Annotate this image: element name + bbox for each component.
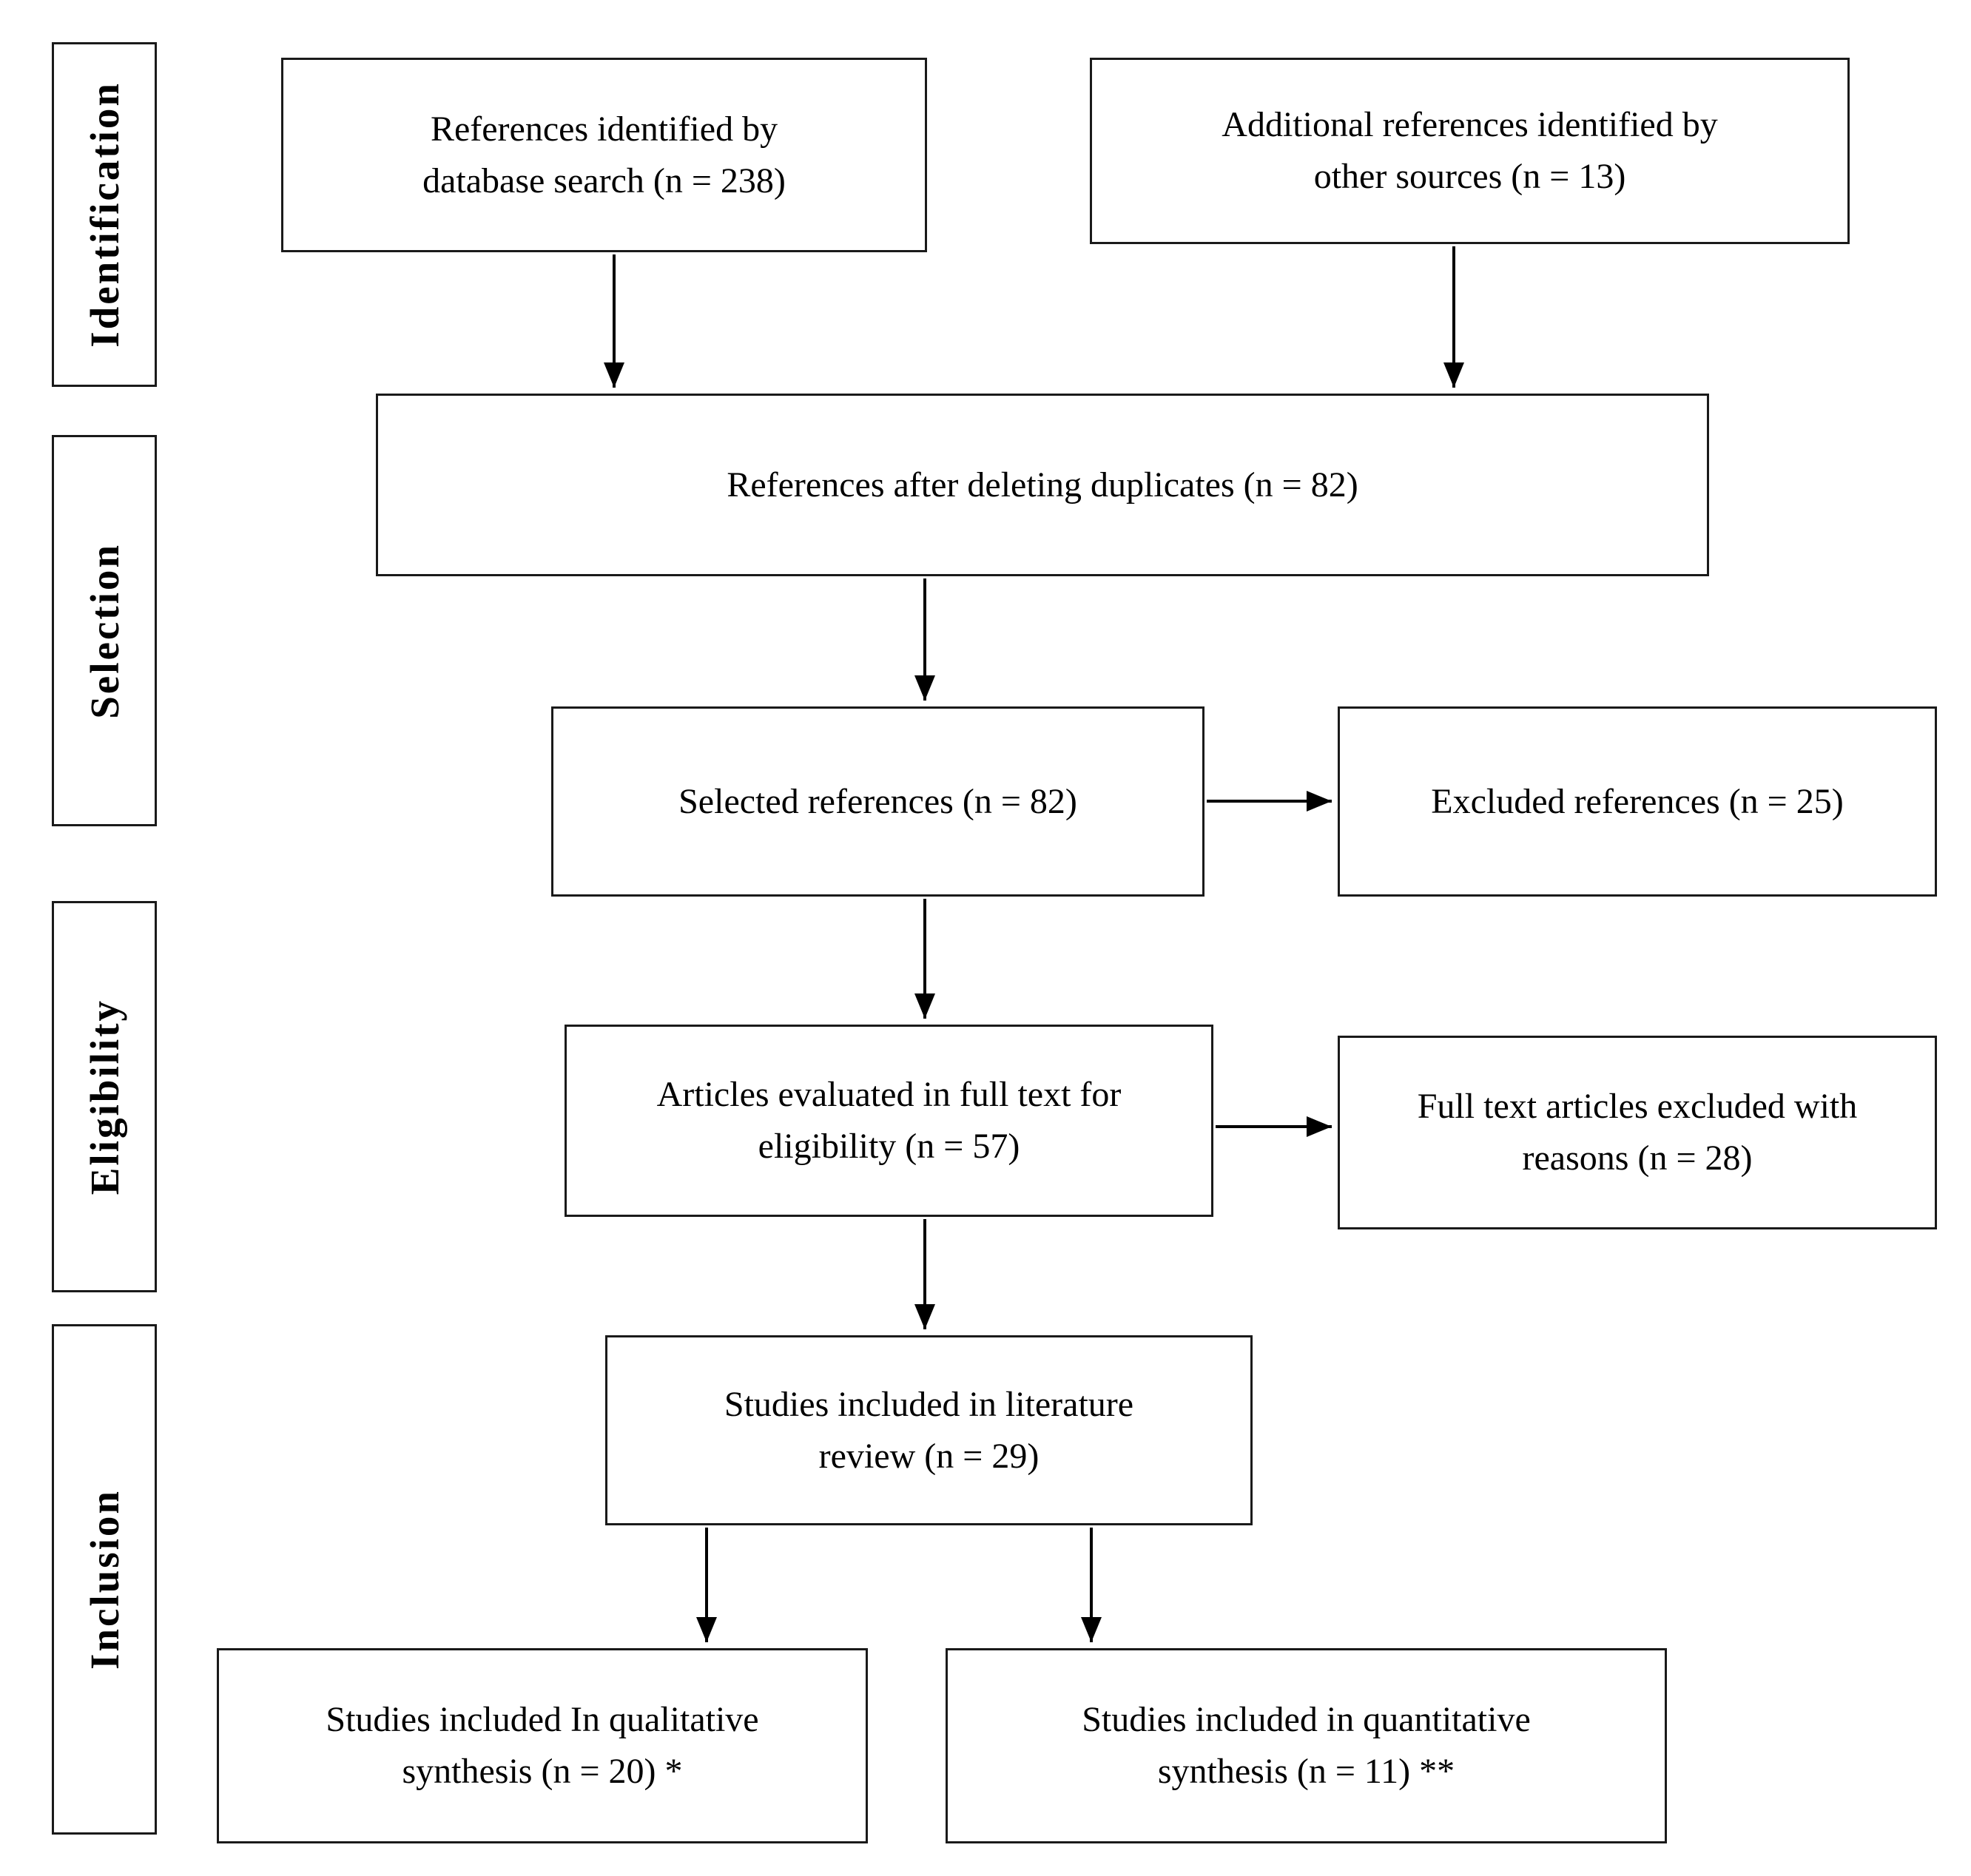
box-literature-review-label: Studies included in literature review (n = 29) xyxy=(724,1384,1134,1476)
box-full-text-excluded xyxy=(1338,1036,1937,1229)
box-quantitative-synthesis xyxy=(946,1648,1667,1843)
stage-identification-label: Identification xyxy=(81,81,127,348)
stage-selection xyxy=(52,435,157,826)
box-other-sources-label: Additional references identified by other sources (n = 13) xyxy=(1222,105,1718,196)
stage-inclusion xyxy=(52,1324,157,1835)
box-database-search xyxy=(281,58,927,252)
stage-selection-label: Selection xyxy=(81,542,127,719)
box-full-text-evaluated-label: Articles evaluated in full text for eligibility (n = 57) xyxy=(656,1075,1122,1166)
box-full-text-excluded-label: Full text articles excluded with reasons (n = 28) xyxy=(1417,1087,1858,1178)
box-excluded-references-label: Excluded references (n = 25) xyxy=(1431,781,1844,821)
box-full-text-evaluated xyxy=(565,1025,1213,1217)
box-qualitative-synthesis xyxy=(217,1648,868,1843)
box-quantitative-synthesis-label: Studies included in quantitative synthesis (n = 11) ** xyxy=(1082,1700,1531,1791)
stage-eligibility xyxy=(52,901,157,1292)
box-after-duplicates xyxy=(376,394,1709,576)
box-selected-references-label: Selected references (n = 82) xyxy=(678,781,1077,821)
box-database-search-label: References identified by database search (n = 238) xyxy=(422,109,786,200)
stage-eligibility-label: Eligibility xyxy=(81,998,127,1195)
box-other-sources xyxy=(1090,58,1850,244)
box-literature-review xyxy=(605,1335,1253,1525)
box-selected-references xyxy=(551,706,1204,897)
box-after-duplicates-label: References after deleting duplicates (n = 82) xyxy=(727,465,1358,505)
stage-inclusion-label: Inclusion xyxy=(81,1488,127,1670)
box-qualitative-synthesis-label: Studies included In qualitative synthesis (n = 20) * xyxy=(326,1700,759,1791)
stage-identification xyxy=(52,42,157,387)
box-excluded-references xyxy=(1338,706,1937,897)
